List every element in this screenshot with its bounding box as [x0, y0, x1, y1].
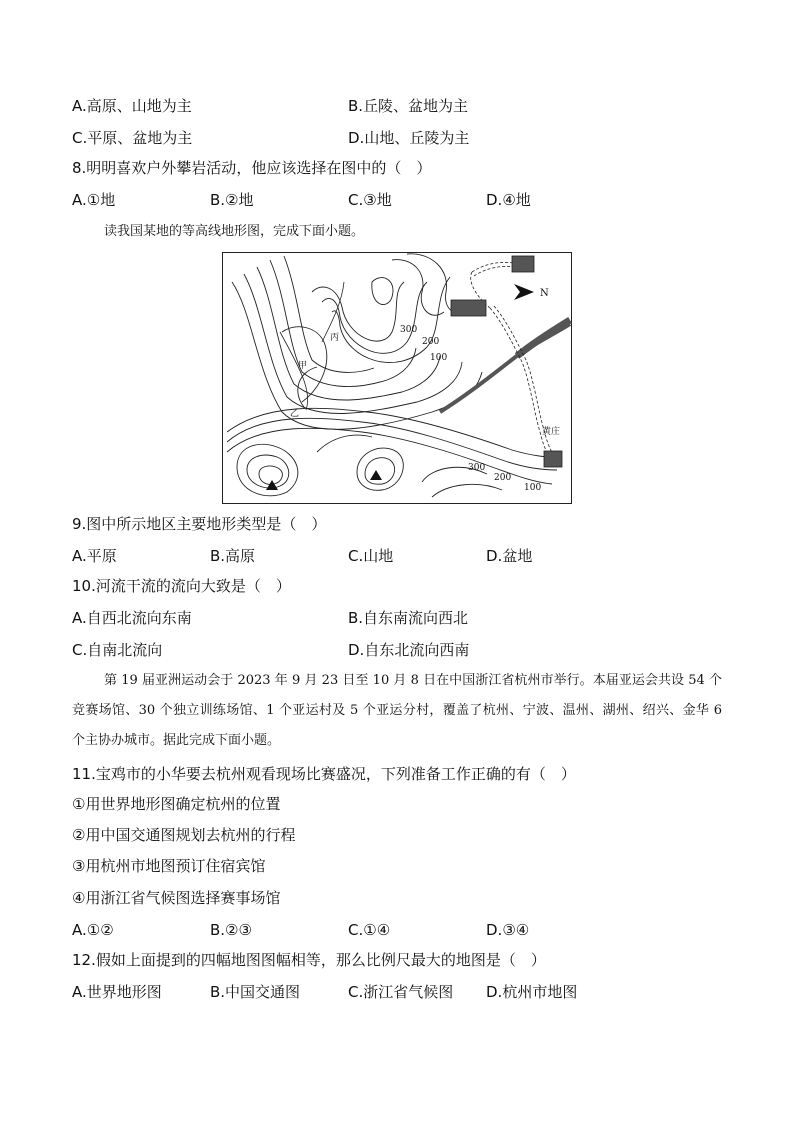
place-label-bing: 丙 — [330, 333, 340, 343]
q12-option-b: B.中国交通图 — [210, 983, 301, 1001]
q12-stem: 12.假如上面提到的四幅地图图幅相等，那么比例尺最大的地图是（ ） — [72, 951, 546, 969]
q10-stem: 10.河流干流的流向大致是（ ） — [72, 577, 291, 595]
q9-option-d: D.盆地 — [486, 547, 533, 565]
q11-option-b: B.②③ — [210, 921, 252, 939]
north-label: N — [540, 288, 549, 299]
q12-option-a: A.世界地形图 — [72, 983, 162, 1001]
settlement-marker — [512, 256, 534, 272]
asiad-intro: 第 19 届亚洲运动会于 2023 年 9 月 23 日至 10 月 8 日在中国浙江省杭州市举行。本届亚运会共设 54 个竞赛场馆、30 个独立训练场馆、1 个亚运村及 5 个亚运分村，覆盖了杭州、宁波、温州、湖州、绍兴、金华 6 个主协办城市。据此完成下面小题。 — [72, 673, 722, 748]
contour-label: 200 — [422, 337, 440, 347]
contour-label: 300 — [468, 463, 486, 473]
q7-option-a: A.高原、山地为主 — [72, 97, 192, 115]
place-label-huangzhuang: 黄庄 — [542, 427, 561, 437]
map-intro: 读我国某地的等高线地形图，完成下面小题。 — [104, 224, 365, 239]
place-label-jia: 甲 — [298, 361, 308, 371]
q11-stem: 11.宝鸡市的小华要去杭州观看现场比赛盛况，下列准备工作正确的有（ ） — [72, 765, 576, 783]
q8-option-b: B.②地 — [210, 191, 254, 209]
q8-option-c: C.③地 — [348, 191, 392, 209]
contour-label: 100 — [430, 353, 448, 363]
q9-option-b: B.高原 — [210, 547, 256, 565]
q10-option-c: C.自南北流向 — [72, 641, 163, 659]
q9-stem: 9.图中所示地区主要地形类型是（ ） — [72, 515, 327, 533]
contour-label: 300 — [400, 325, 418, 335]
q10-option-a: A.自西北流向东南 — [72, 609, 192, 627]
q7-option-c: C.平原、盆地为主 — [72, 129, 193, 147]
q11-option-d: D.③④ — [486, 921, 530, 939]
settlement-marker-huangzhuang — [544, 451, 562, 467]
q8-stem: 8.明明喜欢户外攀岩活动，他应该选择在图中的（ ） — [72, 159, 432, 177]
q12-option-d: D.杭州市地图 — [486, 983, 578, 1001]
contour-label: 200 — [494, 473, 512, 483]
q11-item-2: ②用中国交通图规划去杭州的行程 — [72, 826, 296, 844]
q9-option-c: C.山地 — [348, 547, 394, 565]
q9-option-a: A.平原 — [72, 547, 117, 565]
q11-item-4: ④用浙江省气候图选择赛事场馆 — [72, 889, 281, 907]
q7-option-d: D.山地、丘陵为主 — [348, 129, 470, 147]
place-label-yi: 乙 — [290, 409, 300, 419]
contour-map — [222, 252, 572, 504]
q7-option-b: B.丘陵、盆地为主 — [348, 97, 469, 115]
q11-item-1: ①用世界地形图确定杭州的位置 — [72, 795, 281, 813]
q11-option-c: C.①④ — [348, 921, 391, 939]
q8-option-d: D.④地 — [486, 191, 531, 209]
q12-option-c: C.浙江省气候图 — [348, 983, 454, 1001]
q8-option-a: A.①地 — [72, 191, 116, 209]
q10-option-b: B.自东南流向西北 — [348, 609, 469, 627]
contour-label: 100 — [524, 483, 542, 493]
settlement-marker — [451, 300, 486, 316]
q11-item-3: ③用杭州市地图预订住宿宾馆 — [72, 857, 266, 875]
q11-option-a: A.①② — [72, 921, 114, 939]
q10-option-d: D.自东北流向西南 — [348, 641, 470, 659]
